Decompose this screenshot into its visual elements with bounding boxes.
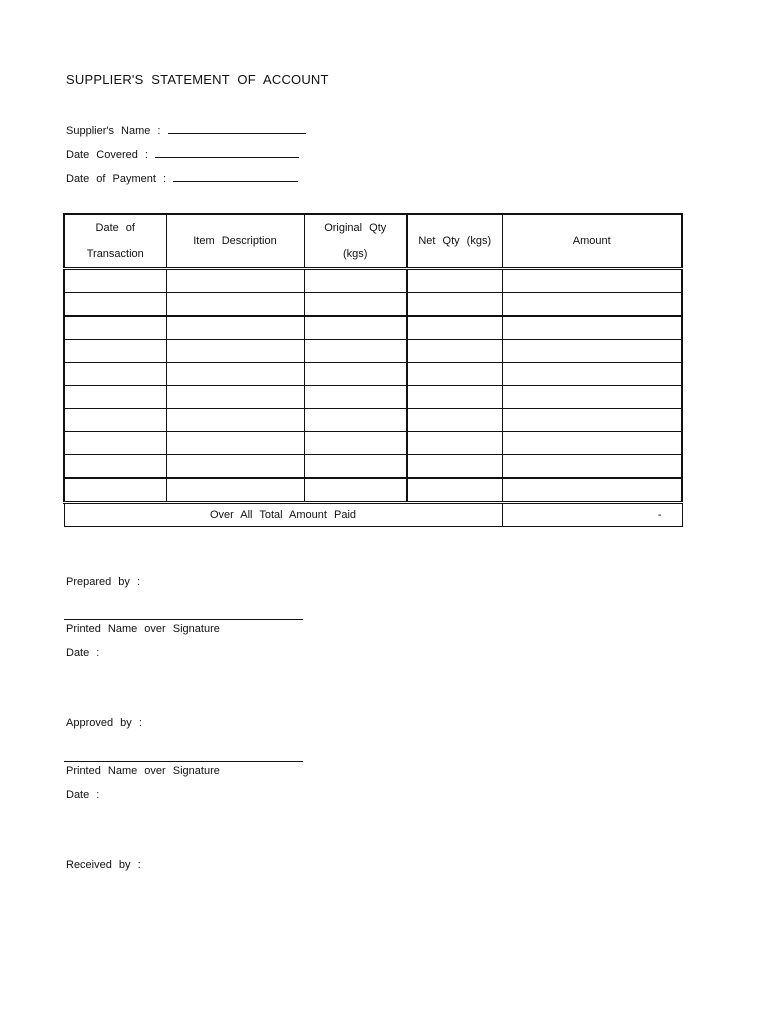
table-cell[interactable]: [407, 316, 502, 340]
statement-table: [63, 213, 683, 527]
table-cell[interactable]: [407, 340, 502, 363]
table-cell[interactable]: [304, 409, 407, 432]
header-amount: Amount: [502, 214, 682, 269]
table-cell[interactable]: [407, 455, 502, 479]
prepared-date-label: Date :: [66, 647, 100, 659]
table-cell[interactable]: [407, 386, 502, 409]
table-cell[interactable]: [166, 269, 304, 293]
header-orig-line1: Original Qty: [324, 222, 387, 234]
table-cell[interactable]: [407, 363, 502, 386]
table-cell[interactable]: [304, 269, 407, 293]
approved-date-label: Date :: [66, 789, 100, 801]
table-cell[interactable]: [166, 478, 304, 503]
table-cell[interactable]: [64, 386, 166, 409]
table-cell[interactable]: [166, 340, 304, 363]
table-cell[interactable]: [304, 432, 407, 455]
table-cell[interactable]: [166, 455, 304, 479]
table-row: [64, 293, 682, 317]
table-cell[interactable]: [64, 455, 166, 479]
table-cell[interactable]: [64, 478, 166, 503]
prepared-by-signature-line[interactable]: [64, 619, 303, 620]
table-cell[interactable]: [166, 363, 304, 386]
table-cell[interactable]: [166, 409, 304, 432]
date-covered-blank-line[interactable]: [155, 146, 299, 158]
table-cell[interactable]: [502, 340, 682, 363]
table-cell[interactable]: [64, 269, 166, 293]
table-cell[interactable]: [64, 340, 166, 363]
table-cell[interactable]: [64, 316, 166, 340]
table-cell[interactable]: [166, 386, 304, 409]
total-label: Over All Total Amount Paid: [64, 503, 502, 527]
table-cell[interactable]: [502, 269, 682, 293]
table-cell[interactable]: [407, 409, 502, 432]
date-of-payment-field[interactable]: [66, 170, 298, 185]
table-cell[interactable]: [64, 432, 166, 455]
table-row: [64, 340, 682, 363]
supplier-name-field[interactable]: [66, 122, 306, 137]
supplier-name-label: Supplier's Name :: [66, 125, 161, 137]
header-date-of-transaction: [64, 214, 166, 269]
table-cell[interactable]: [502, 478, 682, 503]
header-item-description: Item Description: [166, 214, 304, 269]
header-date-line1: Date of: [95, 222, 135, 234]
table-cell[interactable]: [166, 432, 304, 455]
table-cell[interactable]: [304, 386, 407, 409]
table-cell[interactable]: [64, 293, 166, 317]
table-row: [64, 432, 682, 455]
table-cell[interactable]: [407, 478, 502, 503]
table-row: [64, 455, 682, 479]
table-cell[interactable]: [407, 269, 502, 293]
table-row: [64, 386, 682, 409]
prepared-by-label: Prepared by :: [66, 576, 141, 588]
printed-name-label-1: Printed Name over Signature: [66, 623, 220, 635]
printed-name-label-2: Printed Name over Signature: [66, 765, 220, 777]
table-row: [64, 478, 682, 503]
total-amount-value[interactable]: -: [502, 503, 682, 527]
table-cell[interactable]: [304, 340, 407, 363]
table-cell[interactable]: [407, 293, 502, 317]
table-row: [64, 363, 682, 386]
header-orig-line2: (kgs): [343, 248, 368, 260]
table-cell[interactable]: [304, 316, 407, 340]
table-cell[interactable]: [407, 432, 502, 455]
table-header-row: [64, 214, 682, 269]
table-cell[interactable]: [502, 293, 682, 317]
received-by-label: Received by :: [66, 859, 141, 871]
header-date-line2: Transaction: [86, 248, 144, 260]
header-original-qty: [304, 214, 407, 269]
table-row: [64, 409, 682, 432]
table-cell[interactable]: [502, 432, 682, 455]
table-cell[interactable]: [166, 316, 304, 340]
date-of-payment-label: Date of Payment :: [66, 173, 167, 185]
table-row: [64, 269, 682, 293]
table-cell[interactable]: [304, 455, 407, 479]
date-covered-label: Date Covered :: [66, 149, 148, 161]
table-cell[interactable]: [502, 363, 682, 386]
approved-by-signature-line[interactable]: [64, 761, 303, 762]
table-cell[interactable]: [304, 293, 407, 317]
supplier-name-blank-line[interactable]: [168, 122, 306, 134]
table-row: [64, 316, 682, 340]
table-cell[interactable]: [502, 386, 682, 409]
date-of-payment-blank-line[interactable]: [173, 170, 298, 182]
table-cell[interactable]: [166, 293, 304, 317]
header-net-qty: Net Qty (kgs): [407, 214, 502, 269]
approved-by-label: Approved by :: [66, 717, 142, 729]
table-cell[interactable]: [304, 363, 407, 386]
total-row: [64, 503, 682, 527]
table-cell[interactable]: [502, 409, 682, 432]
table-cell[interactable]: [502, 316, 682, 340]
table-cell[interactable]: [64, 363, 166, 386]
table-cell[interactable]: [64, 409, 166, 432]
table-cell[interactable]: [502, 455, 682, 479]
date-covered-field[interactable]: [66, 146, 299, 161]
table-cell[interactable]: [304, 478, 407, 503]
page-title: SUPPLIER'S STATEMENT OF ACCOUNT: [66, 72, 329, 87]
